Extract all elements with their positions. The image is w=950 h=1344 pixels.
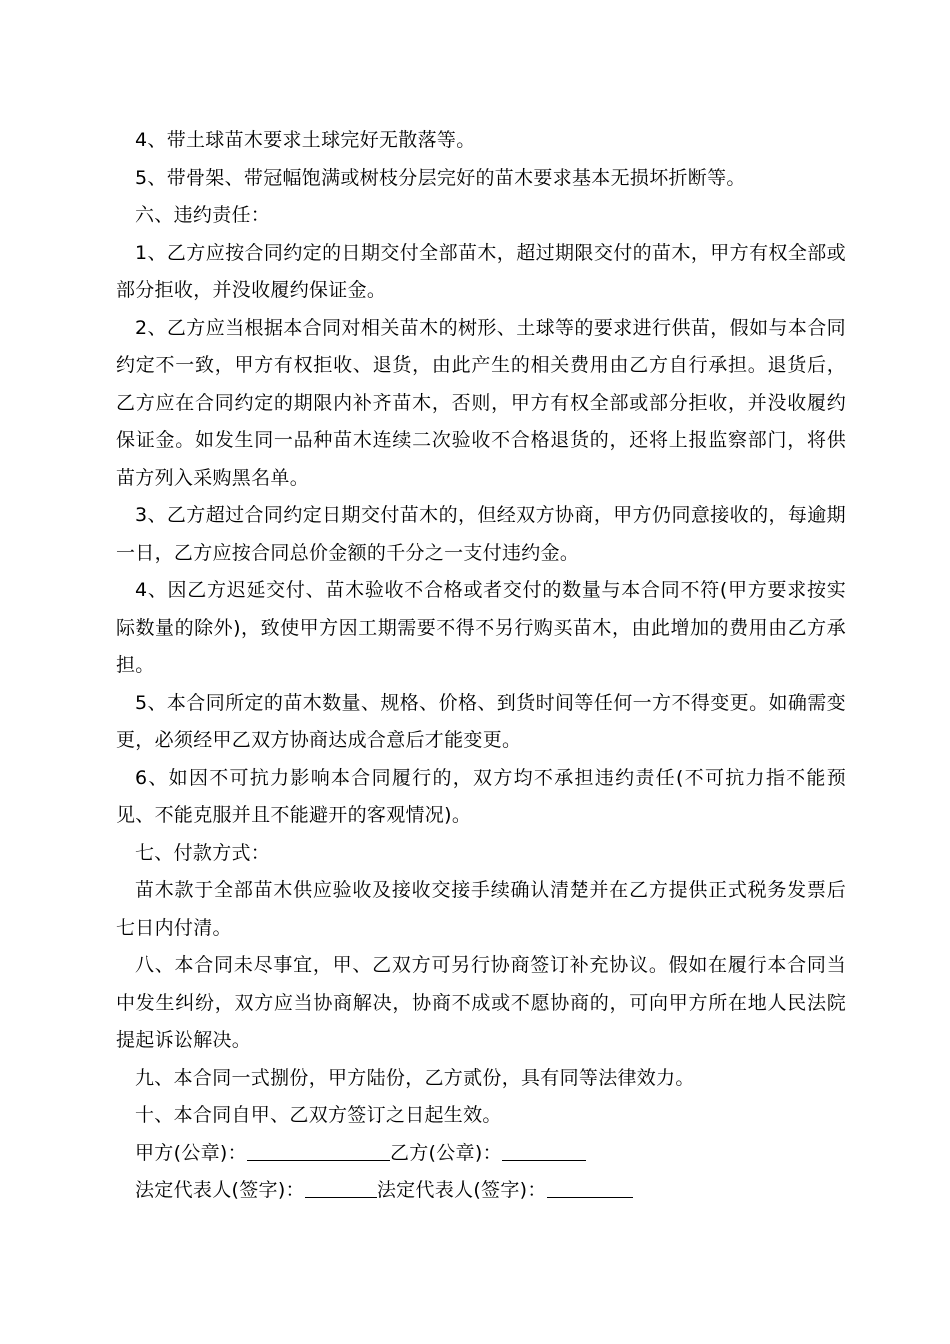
document-page xyxy=(116,122,846,1210)
breach-clause-2: 2、乙方应当根据本合同对相关苗木的树形、土球等的要求进行供苗，假如与本合同约定不一致，甲方有权拒收、退货，由此产生的相关费用由乙方自行承担。退货后，乙方应在合同约定的期限内补齐苗木，否则，甲方有权全部或部分拒收，并没收履约保证金。如发生同一品种苗木连续二次验收不合格退货的，还将上报监察部门，将供苗方列入采购黑名单。 xyxy=(116,316,846,489)
clause-4-soil-ball: 4、带土球苗木要求土球完好无散落等。 xyxy=(135,129,476,151)
breach-clause-5: 5、本合同所定的苗木数量、规格、价格、到货时间等任何一方不得变更。如确需变更，必须经甲乙双方协商达成合意后才能变更。 xyxy=(116,691,846,751)
section-9-clause: 九、本合同一式捌份，甲方陆份，乙方贰份，具有同等法律效力。 xyxy=(135,1066,695,1089)
section-8-clause: 八、本合同未尽事宜，甲、乙双方可另行协商签订补充协议。假如在履行本合同当中发生纠纷，双方应当协商解决，协商不成或不愿协商的，可向甲方所在地人民法院提起诉讼解决。 xyxy=(116,954,846,1051)
breach-clause-3: 3、乙方超过合同约定日期交付苗木的，但经双方协商，甲方仍同意接收的，每逾期一日，乙方应按合同总价金额的千分之一支付违约金。 xyxy=(116,504,846,564)
party-a-seal-label: 甲方(公章)： xyxy=(135,1141,247,1164)
section-7-heading: 七、付款方式： xyxy=(135,841,271,864)
clause-5-crown-shape: 5、带骨架、带冠幅饱满或树枝分层完好的苗木要求基本无损坏折断等。 xyxy=(135,166,746,189)
section-10-clause: 十、本合同自甲、乙双方签订之日起生效。 xyxy=(135,1104,502,1126)
seal-signature-line xyxy=(116,1135,846,1173)
payment-clause: 苗木款于全部苗木供应验收及接收交接手续确认清楚并在乙方提供正式税务发票后七日内付清。 xyxy=(116,879,846,939)
party-a-seal-blank[interactable] xyxy=(247,1140,390,1161)
breach-clause-4: 4、因乙方迟延交付、苗木验收不合格或者交付的数量与本合同不符(甲方要求按实际数量的除外)，致使甲方因工期需要不得不另行购买苗木，由此增加的费用由乙方承担。 xyxy=(116,579,846,676)
section-6-heading: 六、违约责任： xyxy=(135,204,271,226)
party-b-rep-label: 法定代表人(签字)： xyxy=(376,1179,547,1201)
party-b-rep-blank[interactable] xyxy=(547,1177,633,1198)
party-a-rep-label: 法定代表人(签字)： xyxy=(135,1179,305,1201)
breach-clause-6: 6、如因不可抗力影响本合同履行的，双方均不承担违约责任(不可抗力指不能预见、不能克服并且不能避开的客观情况)。 xyxy=(116,766,846,826)
party-b-seal-blank[interactable] xyxy=(502,1140,586,1161)
representative-signature-line xyxy=(116,1172,846,1210)
party-b-seal-label: 乙方(公章)： xyxy=(389,1141,502,1164)
party-a-rep-blank[interactable] xyxy=(305,1177,377,1198)
breach-clause-1: 1、乙方应按合同约定的日期交付全部苗木，超过期限交付的苗木，甲方有权全部或部分拒收，并没收履约保证金。 xyxy=(116,241,846,301)
